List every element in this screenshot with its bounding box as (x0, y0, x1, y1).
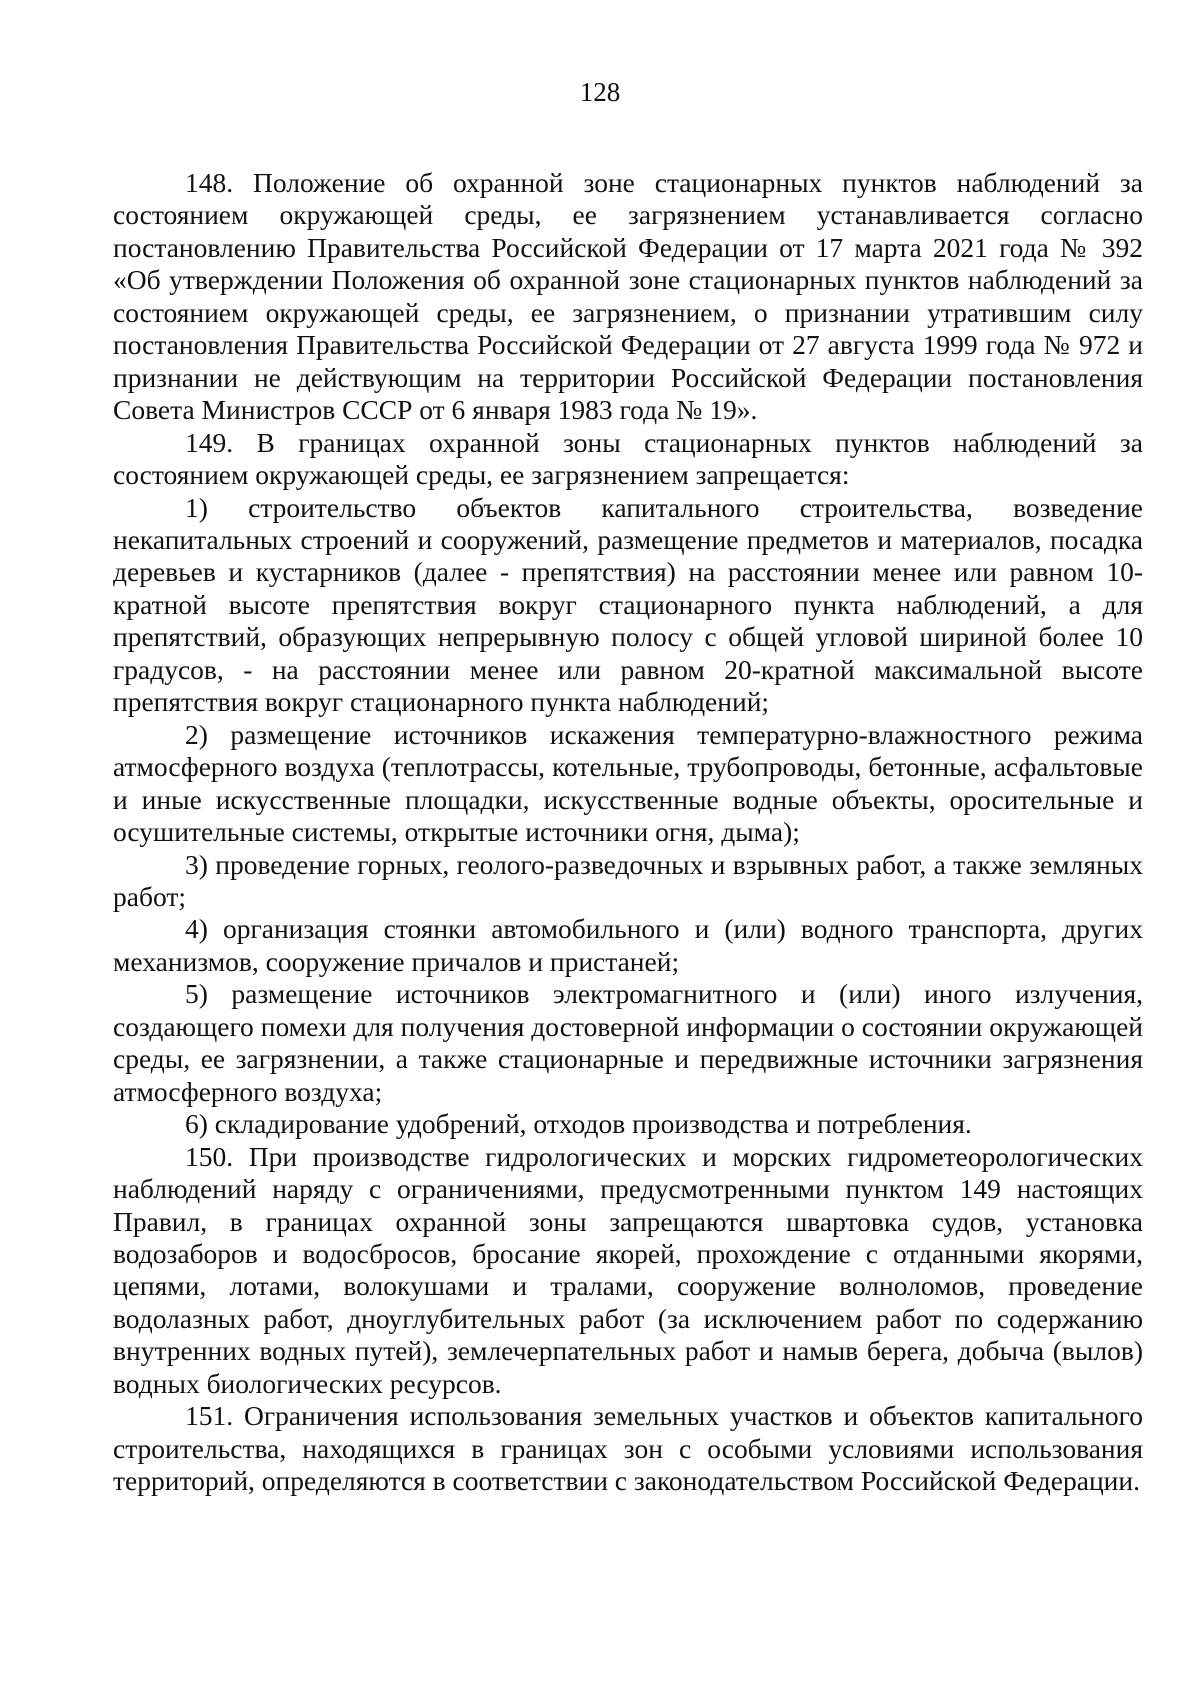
page-number: 128 (579, 77, 621, 107)
list-item-149-4: 4) организация стоянки автомобильного и (или) водного транспорта, других механизмов, сооружение причалов и пристаней; (113, 913, 1143, 977)
list-item-149-3: 3) проведение горных, геолого-разведочных и взрывных работ, а также земляных работ; (113, 848, 1143, 912)
list-item-149-5: 5) размещение источников электромагнитного и (или) иного излучения, создающего помехи для получения достоверной информации о состоянии окружающей среды, ее загрязнении, а также стационарные и передвижные источники загрязнения атмосферного воздуха; (113, 978, 1143, 1107)
paragraph-150: 150. При производстве гидрологических и морских гидрометеорологических наблюдений наряду с ограничениями, предусмотренными пунктом 149 настоящих Правил, в границах охранной зоны запрещаются швартовка судов, установка водозаборов и водосбросов, бросание якорей, прохождение с отданными якорями, цепями, лотами, волокушами и тралами, сооружение волноломов, проведение водолазных работ, дноуглубительных работ (за исключением работ по содержанию внутренних водных путей), землечерпательных работ и намыв берега, добыча (вылов) водных биологических ресурсов. (113, 1140, 1143, 1399)
list-item-149-6: 6) складирование удобрений, отходов производства и потребления. (185, 1108, 972, 1140)
paragraph-151: 151. Ограничения использования земельных участков и объектов капитального строительства, находящихся в границах зон с особыми условиями использования территорий, определяются в соответствии с законодательством Российской Федерации. (113, 1400, 1143, 1497)
document-body (113, 167, 1143, 1498)
list-item-149-1: 1) строительство объектов капитального строительства, возведение некапитальных строений и сооружений, размещение предметов и материалов, посадка деревьев и кустарников (далее - препятствия) на расстоянии менее или равном 10-кратной высоте препятствия вокруг стационарного пункта наблюдений, а для препятствий, образующих непрерывную полосу с общей угловой шириной более 10 градусов, - на расстоянии менее или равном 20-кратной максимальной высоте препятствия вокруг стационарного пункта наблюдений; (113, 491, 1143, 718)
paragraph-148: 148. Положение об охранной зоне стационарных пунктов наблюдений за состоянием окружающей среды, ее загрязнением устанавливается согласно постановлению Правительства Российской Федерации от 17 марта 2021 года № 392 «Об утверждении Положения об охранной зоне стационарных пунктов наблюдений за состоянием окружающей среды, ее загрязнением, о признании утратившим силу постановления Правительства Российской Федерации от 27 августа 1999 года № 972 и признании не действующим на территории Российской Федерации постановления Совета Министров СССР от 6 января 1983 года № 19». (113, 167, 1143, 426)
list-item-149-2: 2) размещение источников искажения температурно-влажностного режима атмосферного воздуха (теплотрассы, котельные, трубопроводы, бетонные, асфальтовые и иные искусственные площадки, искусственные водные объекты, оросительные и осушительные системы, открытые источники огня, дыма); (113, 718, 1143, 848)
paragraph-149: 149. В границах охранной зоны стационарных пунктов наблюдений за состоянием окружающей среды, ее загрязнением запрещается: (113, 426, 1143, 491)
